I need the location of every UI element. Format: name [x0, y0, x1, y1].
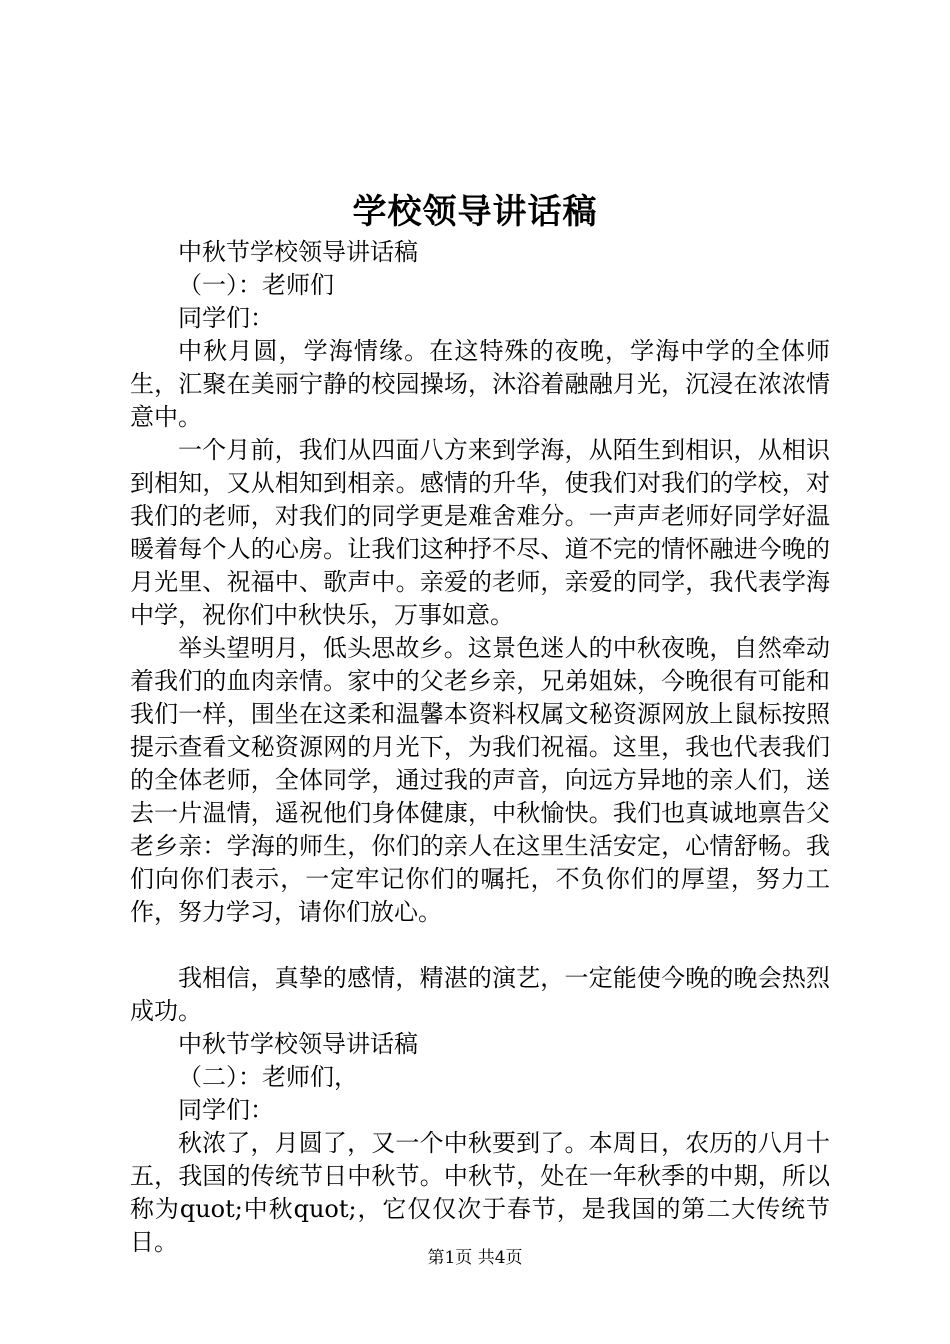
salutation-line: 同学们：	[178, 1096, 274, 1124]
body-paragraph: 中秋月圆，学海情缘。在这特殊的夜晚，学海中学的全体师生，汇聚在美丽宁静的校园操场，沐浴着融融月光，沉浸在浓浓情意中。	[130, 337, 830, 431]
document-title: 学校领导讲话稿	[352, 192, 598, 232]
salutation-line: （二）：老师们，	[178, 1063, 358, 1091]
salutation-line: 同学们：	[178, 304, 274, 332]
salutation-line: （一）：老师们	[178, 271, 334, 299]
page-number: 第1页 共4页	[427, 1248, 523, 1268]
body-paragraph: 一个月前，我们从四面八方来到学海，从陌生到相识，从相识到相知，又从相知到相亲。感情的升华，使我们对我们的学校，对我们的老师，对我们的同学更是难舍难分。一声声老师好同学好温暖着每个人的心房。让我们这种抒不尽、道不完的情怀融进今晚的月光里、祝福中、歌声中。亲爱的老师，亲爱的同学，我代表学海中学，祝你们中秋快乐，万事如意。	[130, 436, 830, 629]
section-heading: 中秋节学校领导讲话稿	[178, 1030, 418, 1058]
body-paragraph: 秋浓了，月圆了，又一个中秋要到了。本周日，农历的八月十五，我国的传统节日中秋节。中秋节，处在一年秋季的中期，所以称为quot;中秋quot;，它仅仅次于春节，是我国的第二大传统节日。	[130, 1129, 830, 1256]
section-heading: 中秋节学校领导讲话稿	[178, 238, 418, 266]
body-paragraph: 我相信，真挚的感情，精湛的演艺，一定能使今晚的晚会热烈成功。	[130, 964, 830, 1025]
document-body	[130, 236, 830, 1259]
body-paragraph: 举头望明月，低头思故乡。这景色迷人的中秋夜晚，自然牵动着我们的血肉亲情。家中的父老乡亲，兄弟姐妹，今晚很有可能和我们一样，围坐在这柔和温馨本资料权属文秘资源网放上鼠标按照提示查看文秘资源网的月光下，为我们祝福。这里，我也代表我们的全体老师，全体同学，通过我的声音，向远方异地的亲人们，送去一片温情，遥祝他们身体健康，中秋愉快。我们也真诚地禀告父老乡亲：学海的师生，你们的亲人在这里生活安定，心情舒畅。我们向你们表示，一定牢记你们的嘱托，不负你们的厚望，努力工作，努力学习，请你们放心。	[130, 634, 830, 926]
